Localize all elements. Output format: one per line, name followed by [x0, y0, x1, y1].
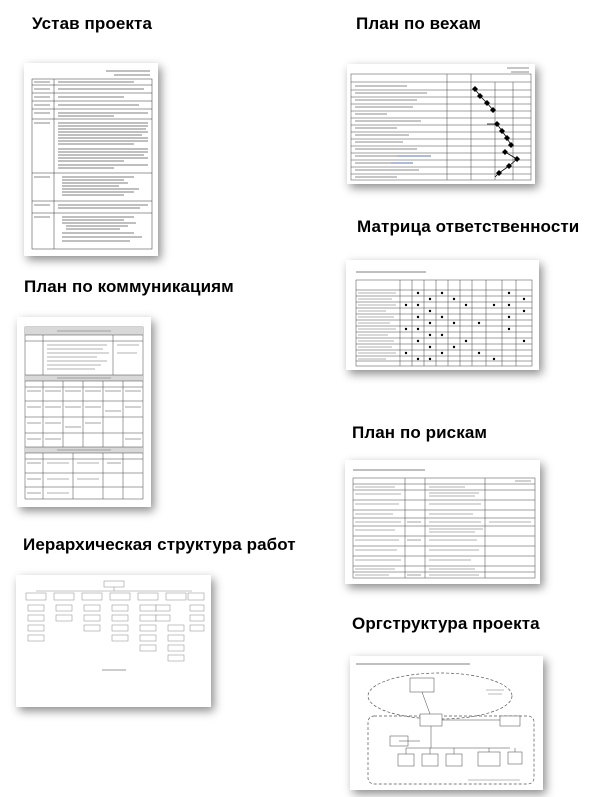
- responsibility-title: Матрица ответственности: [357, 217, 580, 236]
- org-thumbnail[interactable]: [350, 656, 543, 790]
- risks-thumbnail[interactable]: [345, 460, 540, 584]
- milestones-document-image: [347, 64, 535, 184]
- charter-thumbnail[interactable]: [24, 63, 158, 256]
- milestones-title: План по вехам: [356, 14, 482, 33]
- charter-document-image: [24, 63, 158, 256]
- charter-title: Устав проекта: [32, 14, 152, 33]
- org-document-image: [350, 656, 543, 790]
- milestones-thumbnail[interactable]: [347, 64, 535, 184]
- wbs-thumbnail[interactable]: [16, 575, 211, 707]
- communications-title: План по коммуникациям: [24, 277, 234, 296]
- org-title: Оргструктура проекта: [352, 614, 540, 633]
- responsibility-document-image: [346, 260, 539, 370]
- wbs-document-image: [16, 575, 211, 707]
- responsibility-thumbnail[interactable]: [346, 260, 539, 370]
- wbs-title: Иерархическая структура работ: [23, 535, 296, 554]
- communications-document-image: [17, 317, 151, 507]
- risks-document-image: [345, 460, 540, 584]
- communications-thumbnail[interactable]: [17, 317, 151, 507]
- risks-title: План по рискам: [352, 423, 488, 442]
